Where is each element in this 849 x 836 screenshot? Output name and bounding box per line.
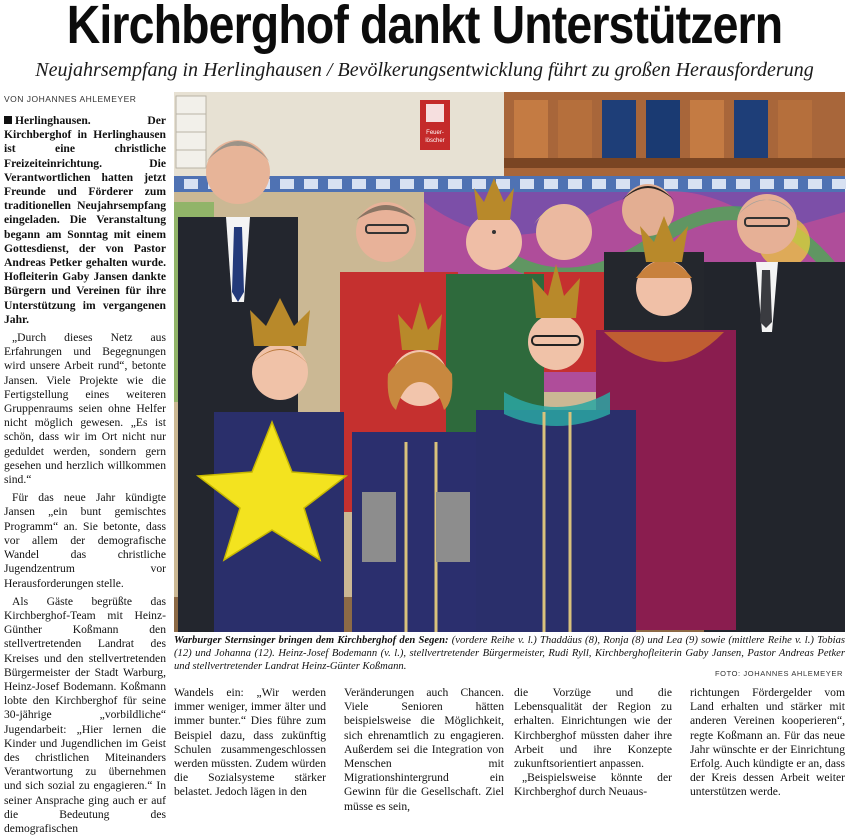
byline: VON JOHANNES AHLEMEYER [4,94,137,104]
fire-extinguisher-sign [420,100,450,150]
sign-text-line1: Feuer- [426,130,444,136]
wooden-panels [504,92,845,177]
caption-text: (vordere Reihe v. l.) Thaddäus (8), Ronja (8) und Lea (9) sowie (mittlere Reihe v. l.) Tobias (12) und Johanna (12). Heinz-Josef Bodemann (v. l.), stellvertretender Bürgermeister, Rudi Ryll, Kirchberghofleiterin Gaby Jansen, Pastor Andreas Petker und stellvertretender Landrat Heinz-Günter Koßmann. [174,635,845,672]
photo-credit: FOTO: JOHANNES AHLEMEYER [714,669,843,678]
body-paragraph: Für das neue Jahr kündigte Jansen „ein bunt gemischtes Programm“ an. Sie betonte, dass vor allem der demografische Wandel das christliche Jugendzentrum vor Herausforderungen stelle. [4,491,166,590]
photo-illustration [174,92,845,632]
body-paragraph: Als Gäste begrüßte das Kirchberghof-Team mit Heinz-Günther Koßmann den stellvertretenden Landrat des Kreises und den stellvertretenden Bürgermeister der Stadt Warburg, Heinz-Josef Bodemann. Koßmann lobte den Kirchberghof für seine 30-jährige „vorbildliche“ Jugendarbeit: „Hier lernen die Kinder und Jugendlichen im Geist des christlichen Miteinanders Verantwortung zu übernehmen und sich sozial zu engagieren.“ In seiner Ansprache ging auch er auf die Bedeutung des demografischen [4,594,166,835]
lead-text: Herlinghausen. Der Kirchberghof in Herlinghausen ist eine christliche Freizeiteinrichtung. Die Verantwortlichen hatten jetzt Freunde und Förderer zum traditionellen Neujahrsempfang eingeladen. Die Veranstaltung begann am Sonntag mit einem Gottesdienst, der von Pastor Andreas Petker gehalten wurde. Hofleiterin Gaby Jansen dankte Bürgern und Vereinen für ihre Unterstützung im vergangenen Jahr. [4,114,166,326]
photo-caption [174,634,845,673]
body-paragraph: richtungen Fördergelder vom Land erhalten und stärker mit anderen Vereinen kooperieren“, regte Koßmann an. Für das neue Jahr wünschte er der Einrichtung Erfolg. Auch kündigte er an, dass der Kreis dessen Arbeit weiter unterstützen werde. [690,686,845,799]
text-column-4 [690,686,845,803]
lead-paragraph [4,114,166,327]
bottom-columns [174,686,845,813]
wall-grille [176,96,206,168]
body-paragraph: „Durch dieses Netz aus Erfahrungen und Begegnungen wird unsere Arbeit rund“, betonte Jansen. Viele Projekte wie die Fertigstellung eines weiteren Gruppenraums seien ohne Helfer nicht möglich gewesen. „Es ist schön, dass wir im Ort nicht nur geduldet werden, sondern gern gesehen und herzlich willkommen sind.“ [4,331,166,487]
body-paragraph: Veränderungen auch Chancen. Viele Senioren hätten beispielsweise die Möglichkeit, sich ehrenamtlich zu engagieren. Außerdem sei die Integration von Menschen mit Migrationshintergrund ein Gewinn für die Gesellschaft. Ziel müsse es sein, [344,686,504,813]
article-headline: Kirchberghof dankt Unterstützern [66,0,783,55]
text-column-3 [514,686,672,803]
body-paragraph: „Beispielsweise könnte der Kirchberghof durch Neuaus- [514,771,672,799]
left-text-column [4,114,166,835]
text-column-1 [174,686,326,803]
article-subheadline: Neujahrsempfang in Herlinghausen / Bevölkerungsentwicklung führt zu großen Herausforderung [35,59,814,81]
caption-bold: Warburger Sternsinger bringen dem Kirchberghof den Segen: [174,635,449,646]
text-column-2 [344,686,504,813]
sign-text-line2: löscher [425,138,445,144]
body-paragraph: Wandels ein: „Wir werden immer weniger, immer älter und immer bunter.“ Dies führe zum Beispiel dazu, dass zukünftig Schulen zusammengeschlossen werden müssten. Zudem würden die Sozialsysteme stärker belastet. Jedoch lägen in den [174,686,326,799]
body-paragraph: die Vorzüge und die Lebensqualität der Region zu erhalten. Einrichtungen wie der Kirchberghof müssten daher ihre Arbeit und ihre Konzepte zukunftsorientiert anpassen. [514,686,672,771]
lead-square-icon [4,116,12,124]
article-photo [174,92,845,632]
